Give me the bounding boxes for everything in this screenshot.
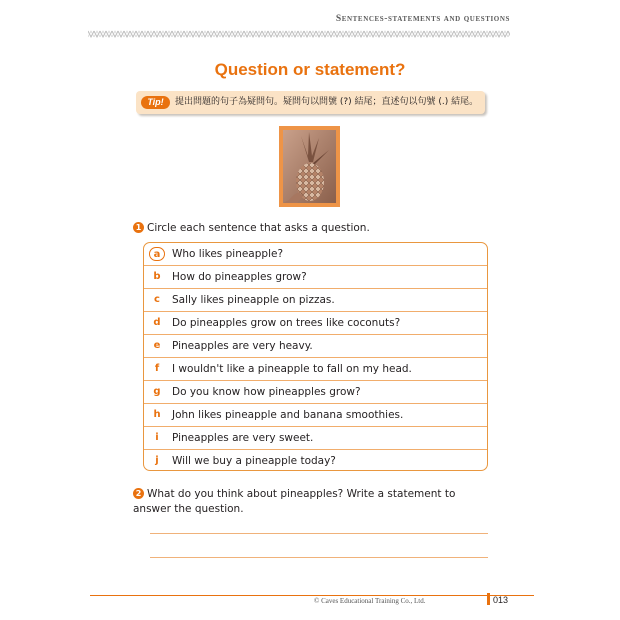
question-2-prompt xyxy=(133,487,493,517)
item-letter: b xyxy=(153,271,161,282)
list-item[interactable] xyxy=(144,381,487,404)
list-item[interactable] xyxy=(144,358,487,381)
section-title: Sentences-statements and questions xyxy=(335,14,510,24)
answer-line[interactable] xyxy=(150,557,488,558)
footer-accent-bar xyxy=(487,593,490,605)
answer-line[interactable] xyxy=(150,533,488,534)
item-text: Do pineapples grow on trees like coconuts? xyxy=(172,317,401,329)
list-item[interactable] xyxy=(144,312,487,335)
item-letter: c xyxy=(154,294,160,305)
item-text: Who likes pineapple? xyxy=(172,248,284,260)
item-letter: i xyxy=(155,432,159,443)
tip-badge: Tip! xyxy=(141,96,170,109)
pineapple-photo xyxy=(279,126,340,207)
item-text: Sally likes pineapple on pizzas. xyxy=(172,294,335,306)
page-title: Question or statement? xyxy=(214,60,406,79)
item-text: Will we buy a pineapple today? xyxy=(172,455,336,467)
item-letter: j xyxy=(155,455,159,466)
question-number-badge: 1 xyxy=(133,222,144,233)
decorative-rule xyxy=(88,30,510,38)
page-number: 013 xyxy=(493,595,509,605)
item-letter: d xyxy=(153,317,161,328)
list-item[interactable] xyxy=(144,404,487,427)
list-item[interactable] xyxy=(144,289,487,312)
answer-options-box xyxy=(143,242,488,471)
question-1-prompt xyxy=(133,222,370,234)
tip-box xyxy=(136,91,485,114)
list-item[interactable] xyxy=(144,427,487,450)
item-text: How do pineapples grow? xyxy=(172,271,307,283)
question-number-badge: 2 xyxy=(133,488,144,499)
list-item[interactable] xyxy=(144,243,487,266)
tip-text: 提出問題的句子為疑問句。疑問句以問號 (?) 結尾；直述句以句號 (.) 結尾。 xyxy=(175,97,479,107)
item-text: Do you know how pineapples grow? xyxy=(172,386,361,398)
question-1-text: Circle each sentence that asks a question. xyxy=(147,222,370,234)
list-item[interactable] xyxy=(144,335,487,358)
item-text: Pineapples are very sweet. xyxy=(172,432,314,444)
copyright-text: © Caves Educational Training Co., Ltd. xyxy=(314,597,426,605)
list-item[interactable] xyxy=(144,266,487,289)
item-text: I wouldn't like a pineapple to fall on my head. xyxy=(172,363,412,375)
question-2-text: What do you think about pineapples? Write a statement to answer the question. xyxy=(133,488,456,515)
item-letter: h xyxy=(153,409,161,420)
item-letter: e xyxy=(153,340,161,351)
list-item[interactable] xyxy=(144,450,487,473)
item-text: Pineapples are very heavy. xyxy=(172,340,313,352)
footer-rule xyxy=(90,595,534,596)
running-header xyxy=(88,14,510,24)
item-text: John likes pineapple and banana smoothies. xyxy=(172,409,404,421)
item-letter: f xyxy=(154,363,160,374)
item-letter: g xyxy=(153,386,161,397)
item-letter-circled: a xyxy=(149,247,165,261)
